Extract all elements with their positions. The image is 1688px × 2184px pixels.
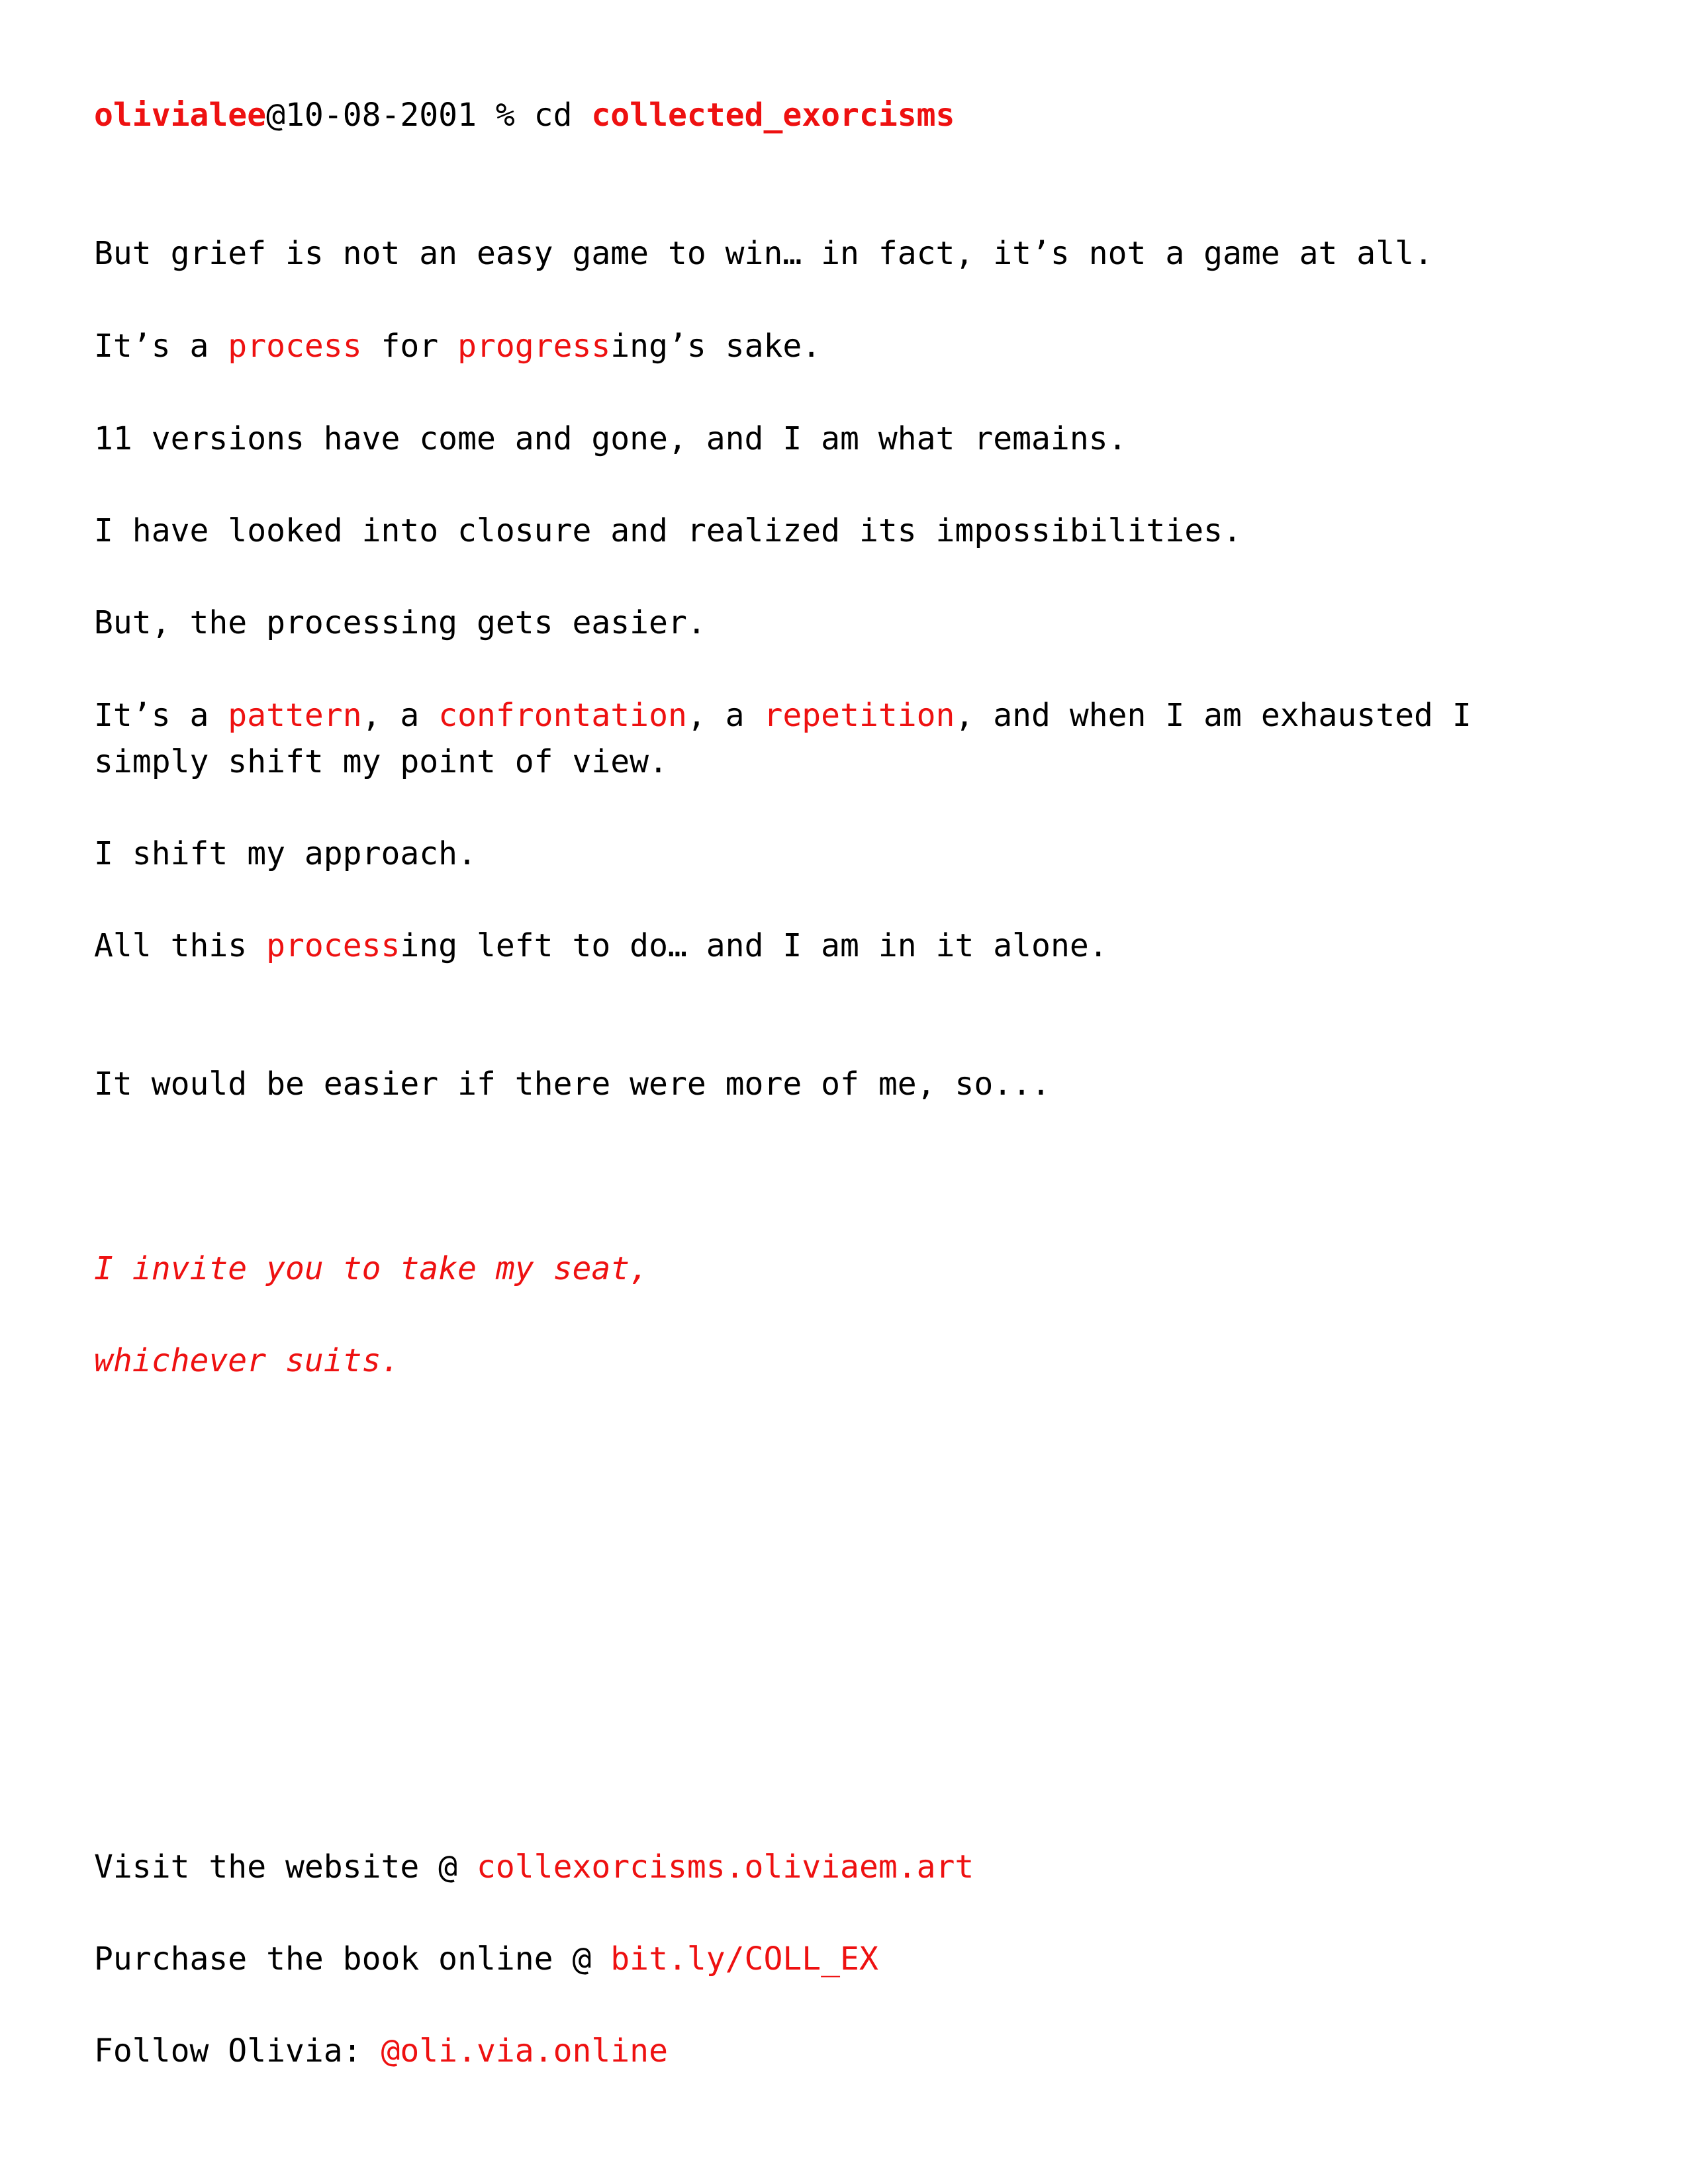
body-line-3: 11 versions have come and gone, and I am what remains. [94, 420, 1127, 457]
text-segment: , a [686, 697, 764, 734]
body-line-9: It would be easier if there were more of me, so... [94, 1066, 1051, 1103]
follow-label: Follow Olivia: [94, 2032, 381, 2070]
text-segment: , a [361, 697, 439, 734]
highlight-confrontation: confrontation [438, 697, 687, 734]
book-link[interactable]: bit.ly/COLL_EX [610, 1940, 878, 1978]
text-segment: It’s a [94, 697, 228, 734]
body-line-6 [94, 692, 1617, 739]
highlight-pattern: pattern [228, 697, 362, 734]
body-line-4: I have looked into closure and realized its impossibilities. [94, 512, 1242, 549]
highlight-process: process [266, 927, 400, 964]
text-segment: for [361, 328, 458, 365]
prompt-user: olivialee [94, 97, 267, 134]
footer-book [94, 1936, 1617, 1982]
body-line-8 [94, 923, 1617, 969]
body-line-5: But, the processing gets easier. [94, 604, 706, 641]
body-line-7: I shift my approach. [94, 835, 477, 872]
text-segment: All this [94, 927, 267, 964]
prompt-host-date: @10-08-2001 % cd [266, 97, 592, 134]
body-line-6-continued: simply shift my point of view. [94, 743, 668, 780]
body-line-1: But grief is not an easy game to win… in fact, it’s not a game at all. [94, 235, 1433, 272]
text-segment: , and when I am exhausted I [955, 697, 1472, 734]
body-line-2 [94, 323, 1617, 369]
highlight-process: process [228, 328, 362, 365]
text-segment: It’s a [94, 328, 228, 365]
invite-line-2: whichever suits. [94, 1342, 400, 1379]
text-segment: ing left to do… and I am in it alone. [400, 927, 1108, 964]
book-label: Purchase the book online @ [94, 1940, 611, 1978]
text-segment: ing’s sake. [610, 328, 821, 365]
footer-website [94, 1844, 1617, 1890]
prompt-directory: collected_exorcisms [591, 97, 955, 134]
follow-link[interactable]: @oli.via.online [381, 2032, 668, 2070]
footer-follow [94, 2028, 1617, 2074]
terminal-prompt [94, 92, 1617, 138]
highlight-progress: progress [457, 328, 611, 365]
website-label: Visit the website @ [94, 1848, 477, 1886]
invite-line-1: I invite you to take my seat, [94, 1250, 649, 1287]
website-link[interactable]: collexorcisms.oliviaem.art [476, 1848, 974, 1886]
highlight-repetition: repetition [763, 697, 955, 734]
